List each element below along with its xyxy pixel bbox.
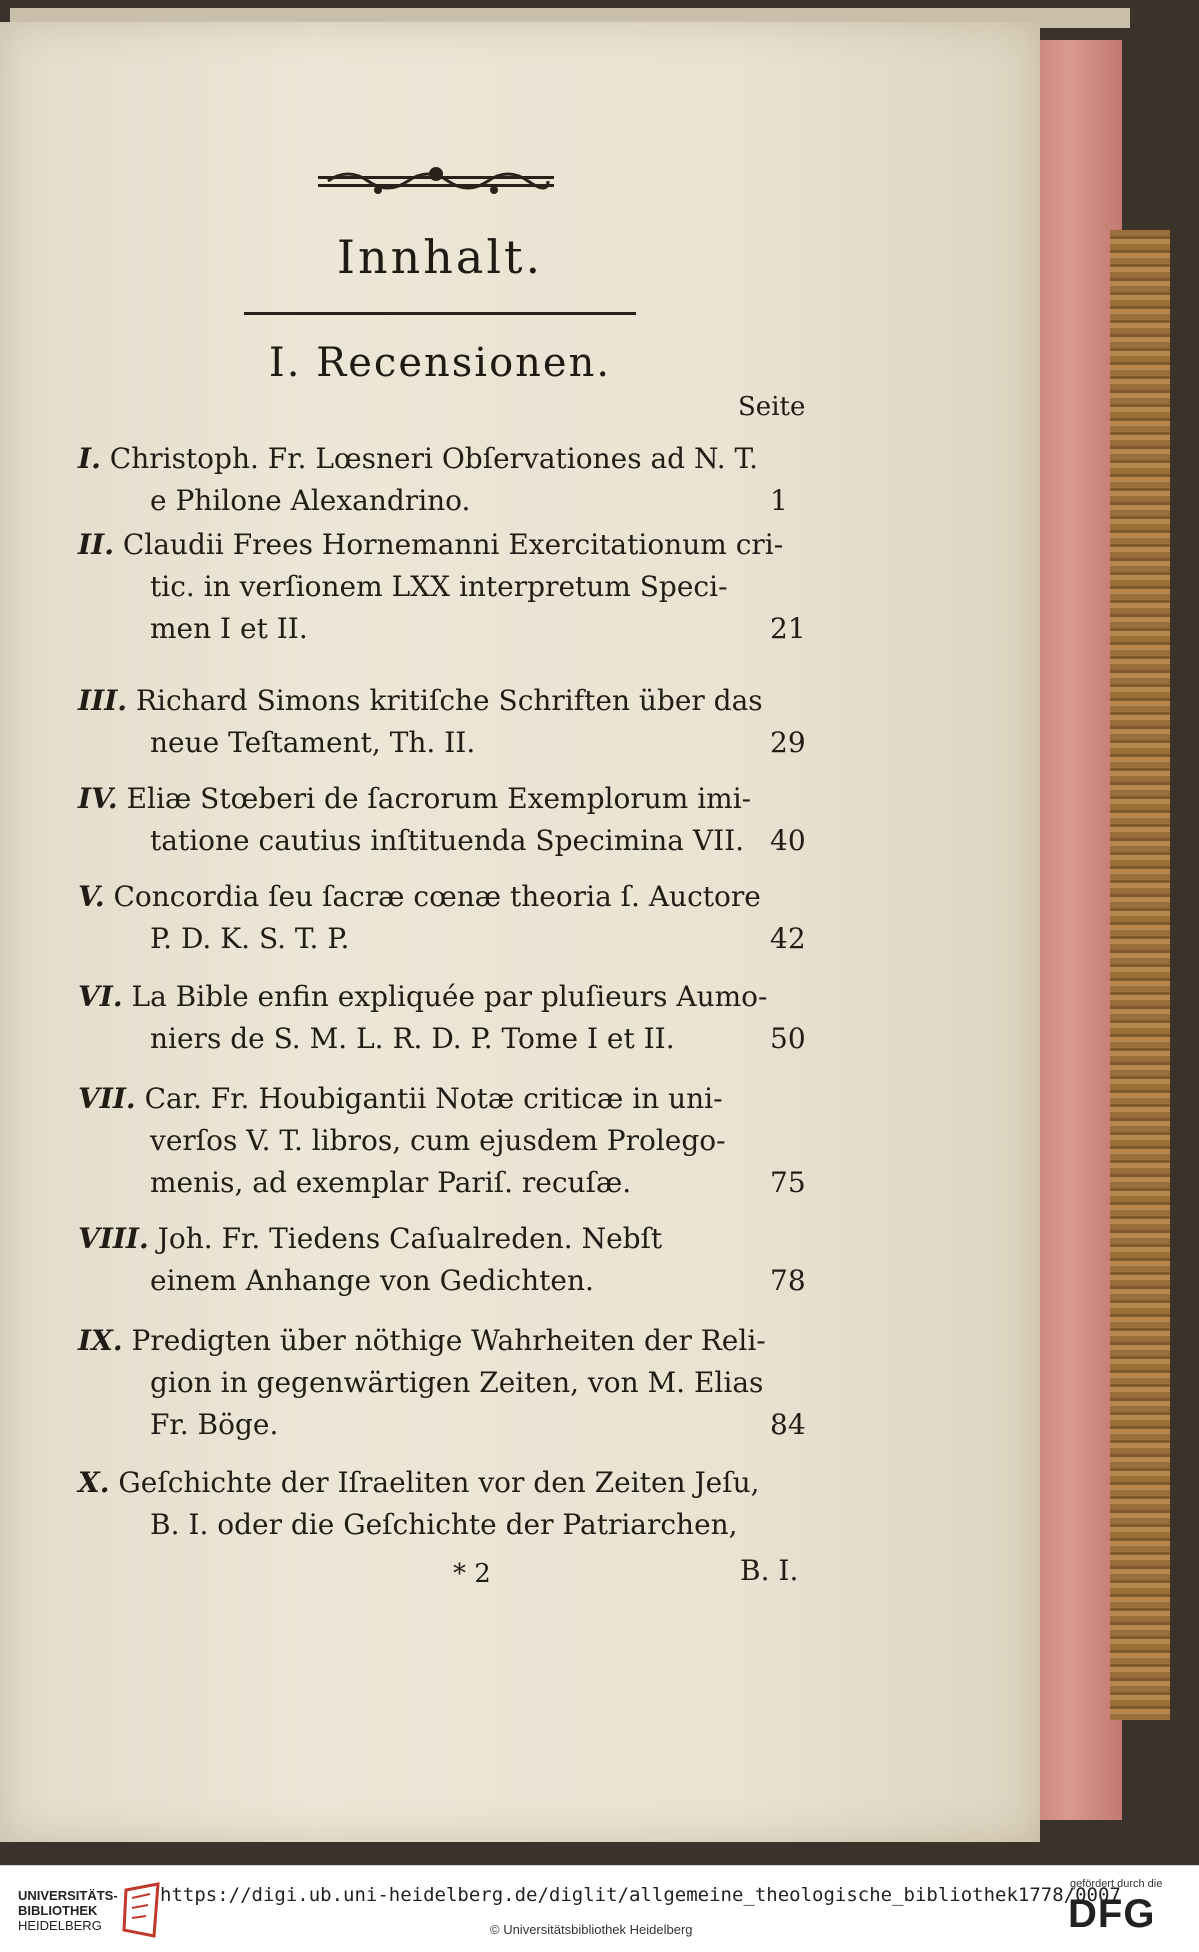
toc-entry-text: neue Teſtament, Th. II. — [150, 726, 476, 759]
toc-entry-line — [78, 1466, 760, 1499]
toc-entry-line — [150, 1508, 738, 1541]
toc-entry-text: menis, ad exemplar Pariſ. recuſæ. — [150, 1166, 632, 1199]
toc-entry-text: P. D. K. S. T. P. — [150, 922, 350, 955]
toc-entry-line — [150, 1022, 675, 1055]
permalink-url[interactable]: https://digi.ub.uni-heidelberg.de/diglit/allgemeine_theologische_bibliothek1778/0007 — [160, 1884, 1121, 1906]
dfg-logo[interactable]: DFG — [1068, 1892, 1156, 1936]
toc-entry-line — [150, 1166, 631, 1199]
toc-entry-text: tatione cautius inſtituenda Specimina VII. — [150, 824, 745, 857]
toc-entry-number: III. — [78, 684, 128, 717]
toc-entry-text: niers de S. M. L. R. D. P. Tome I et II. — [150, 1022, 675, 1055]
funding-note: gefördert durch die — [1070, 1878, 1163, 1890]
toc-entry-line — [78, 1082, 723, 1115]
ornament-vignette — [318, 164, 554, 198]
toc-entry-line — [78, 880, 761, 913]
toc-entry-line — [78, 528, 783, 561]
toc-entry-number: VIII. — [78, 1222, 149, 1255]
toc-entry-line — [78, 1222, 662, 1255]
toc-entry-page: 21 — [770, 612, 806, 645]
section-heading: I. Recensionen. — [268, 340, 612, 386]
toc-entry-text: gion in gegenwärtigen Zeiten, von M. Elias — [150, 1366, 764, 1399]
toc-entry-page: 84 — [770, 1408, 806, 1441]
toc-entry-line — [78, 442, 758, 475]
toc-entry-text: Eliæ Stœberi de ſacrorum Exemplorum imi- — [126, 782, 752, 815]
toc-entry-page: 75 — [770, 1166, 806, 1199]
toc-entry-number: IX. — [78, 1324, 123, 1357]
library-emblem-icon — [118, 1880, 166, 1940]
toc-entry-page: 40 — [770, 824, 806, 857]
signature-mark: * 2 — [453, 1559, 491, 1589]
page-title: Innhalt. — [336, 230, 544, 284]
toc-entry-text: Richard Simons kritiſche Schriften über das — [135, 684, 763, 717]
toc-entry-number: I. — [78, 442, 101, 475]
toc-entry-text: Concordia ſeu ſacræ cœnæ theoria ſ. Auctore — [113, 880, 761, 913]
toc-entry-line — [150, 570, 728, 603]
toc-entry-text: Geſchichte der Iſraeliten vor den Zeiten Jeſu, — [118, 1466, 760, 1499]
toc-entry-line — [150, 726, 475, 759]
toc-entry-line — [78, 1324, 766, 1357]
toc-entry-text: Predigten über nöthige Wahrheiten der Reli- — [131, 1324, 766, 1357]
toc-entry-text: Claudii Frees Hornemanni Exercitationum cri- — [122, 528, 784, 561]
toc-entry-page: 29 — [770, 726, 806, 759]
toc-entry-number: II. — [78, 528, 114, 561]
toc-entry-text: Car. Fr. Houbigantii Notæ criticæ in uni- — [144, 1082, 723, 1115]
toc-entry-number: V. — [78, 880, 105, 913]
toc-entry-line — [150, 824, 744, 857]
toc-entry-line — [78, 782, 751, 815]
toc-entry-line — [150, 1264, 594, 1297]
library-name-line2: BIBLIOTHEK — [18, 1903, 98, 1918]
library-logo[interactable] — [18, 1888, 118, 1933]
toc-entry-page: 50 — [770, 1022, 806, 1055]
toc-entry-text: B. I. oder die Geſchichte der Patriarchen, — [150, 1508, 738, 1541]
toc-entry-text: Joh. Fr. Tiedens Caſualreden. Nebſt — [157, 1222, 663, 1255]
toc-entry-text: tic. in verſionem LXX interpretum Speci- — [150, 570, 728, 603]
marbled-cover — [1110, 230, 1170, 1720]
toc-entry-number: VII. — [78, 1082, 136, 1115]
toc-entry-page: 1 — [770, 484, 788, 517]
toc-entry-text: einem Anhange von Gedichten. — [150, 1264, 594, 1297]
toc-entry-page: 78 — [770, 1264, 806, 1297]
toc-entry-text: e Philone Alexandrino. — [150, 484, 471, 517]
library-name-line3: HEIDELBERG — [18, 1918, 102, 1933]
toc-entry-page: 42 — [770, 922, 806, 955]
library-name-line1: UNIVERSITÄTS- — [18, 1888, 118, 1903]
toc-entry-number: X. — [78, 1466, 110, 1499]
toc-entry-line — [150, 612, 308, 645]
title-rule — [244, 312, 636, 316]
copyright-notice: © Universitätsbibliothek Heidelberg — [490, 1922, 693, 1937]
toc-entry-number: IV. — [78, 782, 118, 815]
toc-entry-line — [150, 1408, 278, 1441]
toc-entry-text: Fr. Böge. — [150, 1408, 279, 1441]
toc-entry-line — [150, 922, 349, 955]
page-column-label: Seite — [738, 392, 806, 422]
paper-page — [0, 22, 1040, 1842]
toc-entry-line — [150, 1366, 763, 1399]
catchword: B. I. — [740, 1554, 799, 1587]
viewer-footer — [0, 1865, 1199, 1952]
toc-entry-line — [150, 484, 470, 517]
toc-entry-line — [150, 1124, 726, 1157]
toc-entry-text: La Bible enfin expliquée par pluſieurs Aumo- — [131, 980, 768, 1013]
toc-entry-text: Christoph. Fr. Lœsneri Obſervationes ad N. T. — [109, 442, 758, 475]
toc-entry-number: VI. — [78, 980, 123, 1013]
page-edge-red — [1030, 40, 1122, 1820]
toc-entry-line — [78, 684, 763, 717]
toc-entry-text: verſos V. T. libros, cum ejusdem Prolego- — [150, 1124, 726, 1157]
toc-entry-line — [78, 980, 767, 1013]
toc-entry-text: men I et II. — [150, 612, 308, 645]
